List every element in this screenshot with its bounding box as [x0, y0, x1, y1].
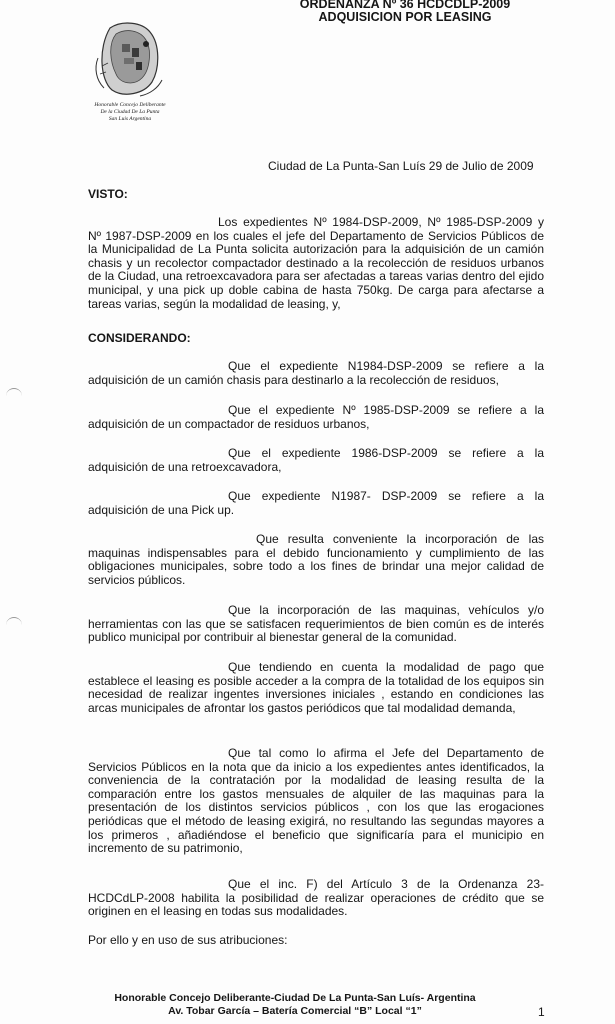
page-number: 1 [538, 1005, 545, 1019]
page-footer [60, 992, 530, 1018]
ordinance-number: ORDENANZA Nº 36 HCDCDLP-2009 [299, 0, 511, 11]
seal-caption-line: San Luis Argentina [108, 116, 152, 122]
considerando-paragraph [88, 490, 544, 517]
punch-hole-mark [6, 388, 22, 398]
paragraph-text: Que tendiendo en cuenta la modalidad de pago que establece el leasing es posible acceder a la compra de la totalidad de los equipos sin necesidad de realizar ingentes inversiones iniciales , estando en condiciones las arcas municipales de afrontar los gastos periódicos que tal modalidad demanda, [88, 660, 544, 715]
paragraph-text: Que la incorporación de las maquinas, vehículos y/o herramientas con las que se satisfacen requerimientos de bien común es de interés publico municipal por contribuir al bienestar general de la comunidad. [88, 603, 544, 645]
considerando-paragraph [88, 404, 544, 431]
visto-text: Los expedientes Nº 1984-DSP-2009, Nº 1985-DSP-2009 y Nº 1987-DSP-2009 en los cuales el jefe del Departamento de Servicios Públicos de la Municipalidad de La Punta solicita autorización para la adquisición de un camión chasis y un recolector compactador destinado a la recolección de residuos urbanos de la Ciudad, una retroexcavadora para ser afectadas a tareas varias dentro del ejido municipal, y una pick up doble cabina de hasta 750kg. De carga para afectarse a tareas varias, según la modalidad de leasing, y, [88, 215, 544, 311]
visto-heading: VISTO: [88, 187, 128, 201]
footer-address: Av. Tobar García – Batería Comercial “B” Local “1” [168, 1005, 422, 1017]
seal-caption-line: Honorable Concejo Deliberante [94, 102, 166, 108]
considerando-paragraph [88, 661, 544, 715]
considerando-paragraph [88, 533, 544, 587]
date-line: Ciudad de La Punta-San Luís 29 de Julio de 2009 [268, 159, 534, 173]
considerando-heading: CONSIDERANDO: [88, 331, 191, 345]
punch-hole-mark [6, 617, 22, 627]
closing-paragraph: Por ello y en uso de sus atribuciones: [88, 933, 288, 947]
considerando-paragraph [88, 747, 544, 856]
considerando-paragraph [88, 878, 544, 919]
considerando-paragraph [88, 360, 544, 387]
paragraph-text: Que el expediente 1986-DSP-2009 se refiere a la adquisición de una retroexcavadora, [88, 446, 544, 474]
footer-institution: Honorable Concejo Deliberante-Ciudad De La Punta-San Luís- Argentina [114, 992, 476, 1004]
document-header [275, 0, 535, 24]
paragraph-text: Que tal como lo afirma el Jefe del Departamento de Servicios Públicos en la nota que da inicio a los expedientes antes identificados, la conveniencia de la contratación por la modalidad de leasing resulta de la comparación entre los gastos mensuales de alquiler de las maquinas para la presentación de los distintos servicios públicos , con los que las erogaciones periódicas que el método de leasing exigirá, no resultando las segundas mayores a los primeros , añadiéndose el beneficio que significaría para el municipio en incremento de su patrimonio, [88, 746, 544, 856]
visto-paragraph [88, 216, 544, 311]
paragraph-text: Que el expediente Nº 1985-DSP-2009 se refiere a la adquisición de un compactador de residuos urbanos, [88, 403, 544, 431]
paragraph-text: Que el inc. F) del Artículo 3 de la Ordenanza 23-HCDCdLP-2008 habilita la posibilidad de realizar operaciones de crédito que se originen en el leasing en todas sus modalidades. [88, 877, 544, 919]
ordinance-subject: ADQUISICION POR LEASING [318, 10, 492, 24]
considerando-paragraph [88, 447, 544, 474]
paragraph-text: Que resulta conveniente la incorporación de las maquinas indispensables para el debido funcionamiento y cumplimiento de las obligaciones municipales, sobre todo a los fines de brindar una mejor calidad de servicios públicos. [88, 532, 544, 587]
considerando-paragraph [88, 604, 544, 645]
paragraph-text: Que expediente N1987- DSP-2009 se refiere a la adquisición de una Pick up. [88, 489, 544, 517]
seal-caption-line: De la Ciudad De La Punta [100, 109, 160, 115]
seal-caption [88, 102, 172, 123]
paragraph-text: Que el expediente N1984-DSP-2009 se refiere a la adquisición de un camión chasis para destinarlo a la recolección de residuos, [88, 359, 544, 387]
